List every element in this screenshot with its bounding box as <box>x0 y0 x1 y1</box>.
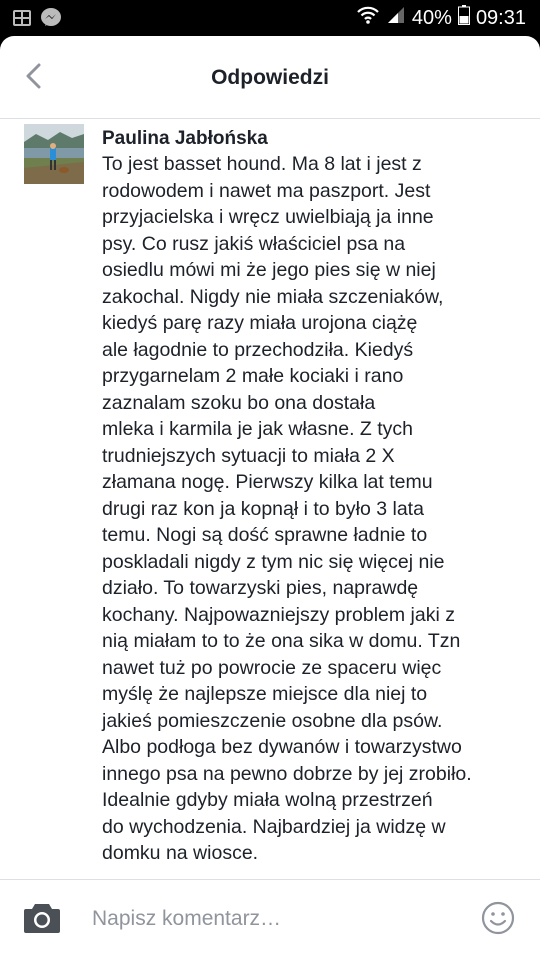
signal-icon <box>386 5 406 31</box>
gallery-icon <box>12 8 32 33</box>
comment-composer <box>0 879 540 960</box>
battery-percent: 40% <box>411 6 452 29</box>
messenger-icon <box>40 7 62 34</box>
status-indicators <box>356 5 526 31</box>
divider <box>0 118 540 119</box>
notification-icons <box>12 7 62 34</box>
comment-text: To jest basset hound. Ma 8 lat i jest z rodowodem i nawet ma paszport. Jest przyjacielska i wręcz uwielbiają ja inne psy. Co rusz jakiś właściciel psa na osiedlu mówi mi że jego pies się w niej zakochal. Nigdy nie miała szczeniaków, kiedyś parę razy miała urojona ciążę ale łagodnie to przechodziła. Kiedyś przygarnelam 2 małe kociaki i rano zaznalam szoku bo ona dostała mleka i karmila je jak własne. Z tych trudniejszych sytuacji to miała 2 X złamana nogę. Pierwszy kilka lat temu drugi raz kon ja kopnął i to było 3 lata temu. Nogi są dość sprawne ładnie to poskladali nigdy z tym nic się więcej nie działo. To towarzyski pies, naprawdę kochany. Najpowazniejszy problem jaki z nią miałam to to że ona sika w domu. Tzn nawet tuż po powrocie ze spaceru więc myślę że najlepsze miejsce dla niej to jakieś pomieszczenie osobne dla psów. Albo podłoga bez dywanów i towarzystwo innego psa na pewno dobrze by jej zrobiło. Idealnie gdyby miała wolną przestrzeń do wychodzenia. Najbardziej ja widzę w domku na wiosce. <box>102 153 472 864</box>
battery-icon <box>458 5 470 31</box>
camera-button[interactable] <box>22 900 62 936</box>
wifi-icon <box>356 5 380 31</box>
avatar[interactable] <box>24 124 84 184</box>
emoji-button[interactable] <box>480 900 516 936</box>
status-bar <box>0 0 540 36</box>
comment-input[interactable] <box>90 902 454 936</box>
header <box>0 36 540 118</box>
comment-author[interactable]: Paulina Jabłońska <box>102 128 268 149</box>
page-title: Odpowiedzi <box>211 66 329 89</box>
camera-icon <box>22 923 62 940</box>
smiley-icon <box>480 923 516 940</box>
replies-sheet <box>0 36 540 960</box>
clock: 09:31 <box>475 6 526 29</box>
